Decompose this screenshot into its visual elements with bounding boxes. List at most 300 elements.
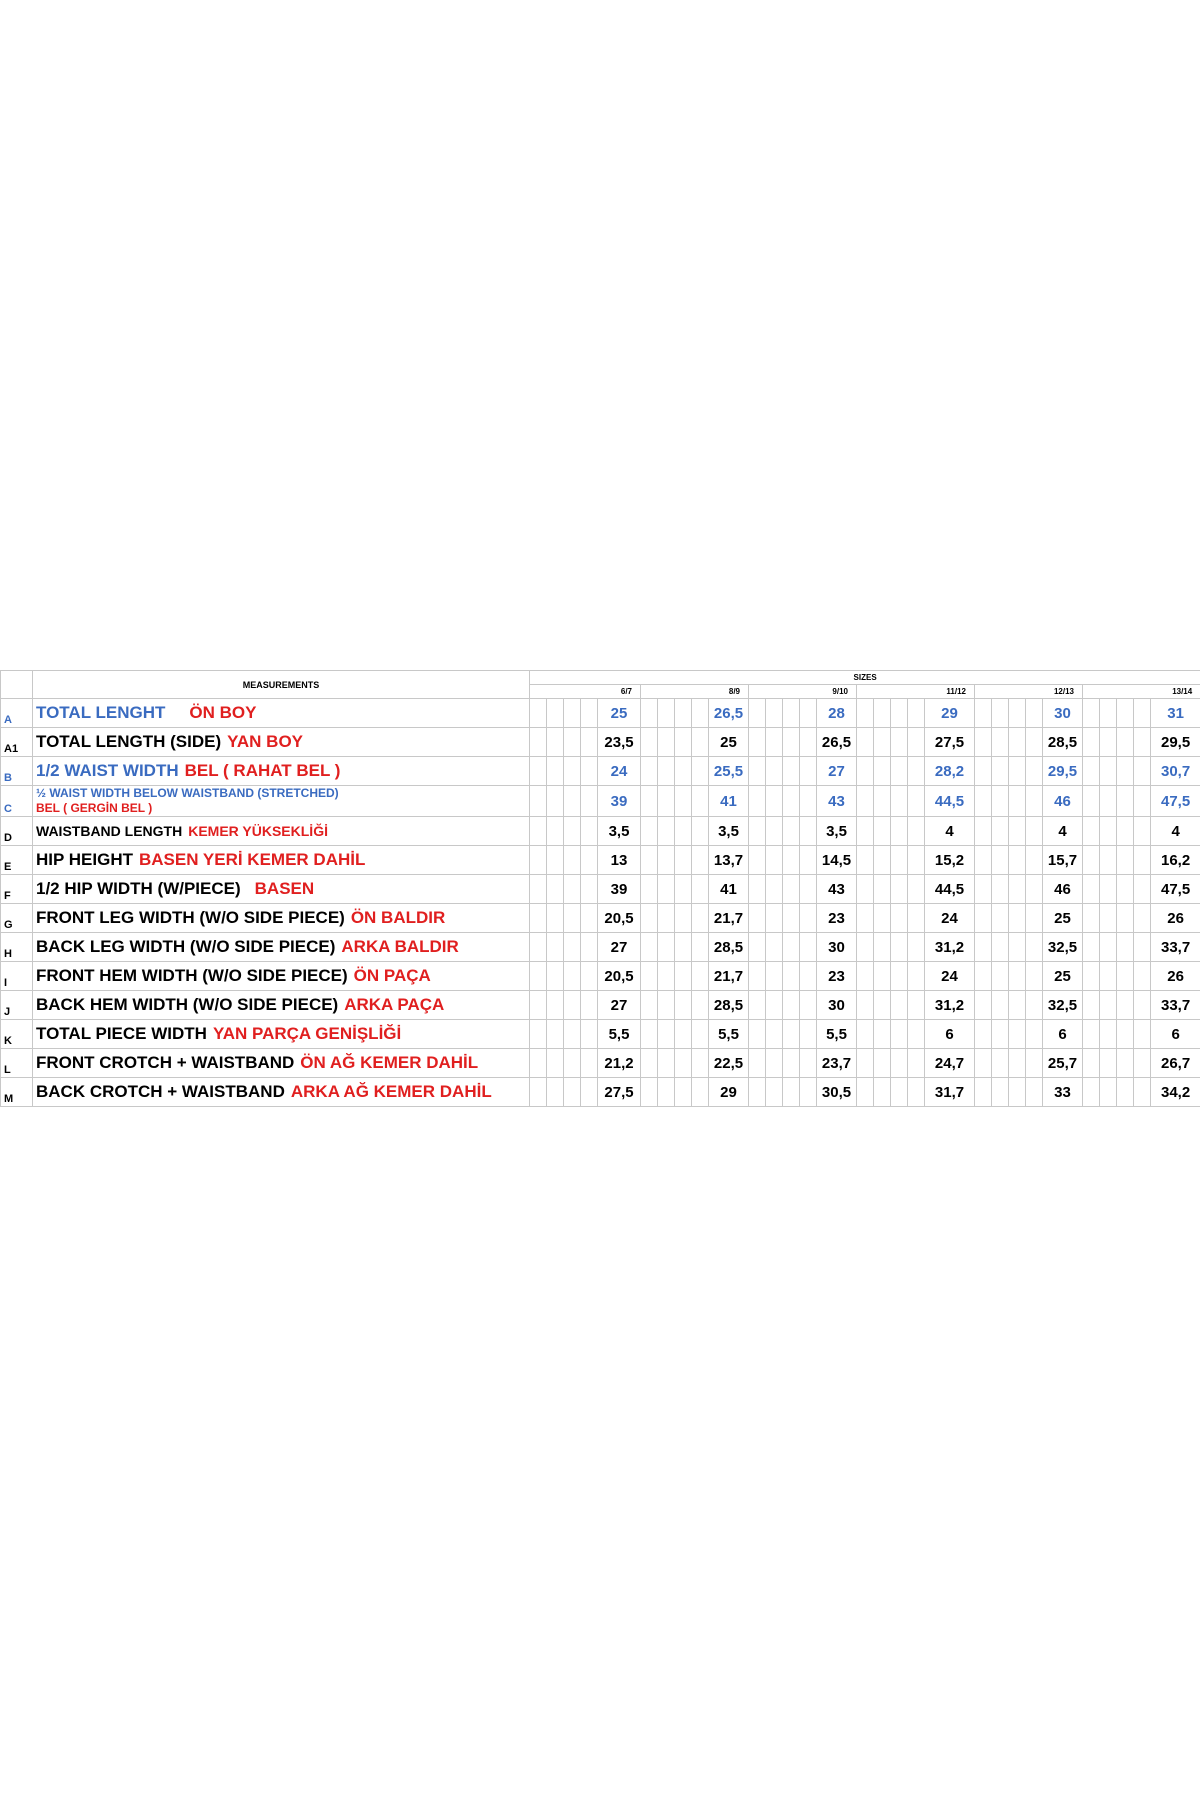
grid-spacer-cell: [800, 875, 817, 904]
grid-spacer-cell: [1009, 728, 1026, 757]
size-value-cell: 47,5: [1151, 786, 1200, 817]
grid-spacer-cell: [675, 757, 692, 786]
grid-spacer-cell: [1083, 875, 1100, 904]
grid-spacer-cell: [1083, 786, 1100, 817]
row-label-tr: YAN BOY: [227, 732, 304, 751]
row-label-en: FRONT LEG WIDTH (W/O SIDE PIECE): [36, 908, 345, 927]
grid-spacer-cell: [749, 699, 766, 728]
grid-spacer-cell: [530, 728, 547, 757]
grid-spacer-cell: [1009, 846, 1026, 875]
grid-spacer-cell: [891, 786, 908, 817]
row-label-tr: ÖN BALDIR: [350, 908, 446, 927]
grid-spacer-cell: [1117, 933, 1134, 962]
grid-spacer-cell: [1083, 699, 1100, 728]
size-value-cell: 41: [709, 875, 749, 904]
grid-spacer-cell: [658, 786, 675, 817]
grid-spacer-cell: [992, 699, 1009, 728]
grid-spacer-cell: [564, 699, 581, 728]
grid-spacer-cell: [874, 991, 891, 1020]
grid-spacer-cell: [1134, 875, 1151, 904]
size-column-header: 12/13: [975, 685, 1083, 699]
grid-spacer-cell: [800, 991, 817, 1020]
grid-spacer-cell: [783, 817, 800, 846]
grid-spacer-cell: [641, 1020, 658, 1049]
size-value-cell: 26,5: [709, 699, 749, 728]
row-label-tr: BEL ( RAHAT BEL ): [184, 761, 341, 780]
grid-spacer-cell: [992, 962, 1009, 991]
grid-spacer-cell: [891, 962, 908, 991]
grid-spacer-cell: [783, 875, 800, 904]
size-value-cell: 28,5: [1043, 728, 1083, 757]
row-label: [33, 817, 530, 846]
grid-spacer-cell: [675, 817, 692, 846]
grid-spacer-cell: [908, 875, 925, 904]
grid-spacer-cell: [675, 1049, 692, 1078]
grid-spacer-cell: [975, 1020, 992, 1049]
grid-spacer-cell: [891, 1049, 908, 1078]
size-value-cell: 4: [1151, 817, 1200, 846]
grid-spacer-cell: [800, 728, 817, 757]
grid-spacer-cell: [692, 1078, 709, 1107]
size-value-cell: 41: [709, 786, 749, 817]
row-label-en: TOTAL LENGTH (SIDE): [36, 732, 222, 751]
grid-spacer-cell: [1083, 1078, 1100, 1107]
size-value-cell: 27: [598, 991, 641, 1020]
grid-spacer-cell: [874, 846, 891, 875]
row-code: A1: [1, 728, 33, 757]
grid-spacer-cell: [891, 757, 908, 786]
grid-spacer-cell: [1026, 1020, 1043, 1049]
measurement-row: [1, 1078, 1200, 1107]
grid-spacer-cell: [581, 962, 598, 991]
grid-spacer-cell: [530, 933, 547, 962]
grid-spacer-cell: [857, 1020, 874, 1049]
grid-spacer-cell: [581, 904, 598, 933]
grid-spacer-cell: [908, 933, 925, 962]
row-label: [33, 699, 530, 728]
grid-spacer-cell: [874, 817, 891, 846]
grid-spacer-cell: [547, 699, 564, 728]
grid-spacer-cell: [857, 699, 874, 728]
grid-spacer-cell: [1117, 1049, 1134, 1078]
grid-spacer-cell: [547, 962, 564, 991]
header-code-cell: [1, 671, 33, 699]
grid-spacer-cell: [1100, 875, 1117, 904]
grid-spacer-cell: [749, 728, 766, 757]
grid-spacer-cell: [547, 1049, 564, 1078]
size-value-cell: 27,5: [598, 1078, 641, 1107]
row-code: C: [1, 786, 33, 817]
grid-spacer-cell: [800, 1020, 817, 1049]
size-value-cell: 13,7: [709, 846, 749, 875]
grid-spacer-cell: [564, 728, 581, 757]
grid-spacer-cell: [641, 991, 658, 1020]
grid-spacer-cell: [692, 728, 709, 757]
grid-spacer-cell: [1117, 786, 1134, 817]
size-value-cell: 21,7: [709, 904, 749, 933]
grid-spacer-cell: [1026, 933, 1043, 962]
size-value-cell: 23,7: [817, 1049, 857, 1078]
size-value-cell: 30: [817, 991, 857, 1020]
grid-spacer-cell: [564, 1020, 581, 1049]
grid-spacer-cell: [547, 728, 564, 757]
grid-spacer-cell: [1117, 757, 1134, 786]
grid-spacer-cell: [692, 817, 709, 846]
size-chart-table: [0, 670, 1200, 1107]
size-value-cell: 29: [709, 1078, 749, 1107]
grid-spacer-cell: [800, 817, 817, 846]
grid-spacer-cell: [530, 1078, 547, 1107]
grid-spacer-cell: [641, 728, 658, 757]
grid-spacer-cell: [1009, 1020, 1026, 1049]
size-value-cell: 27: [817, 757, 857, 786]
grid-spacer-cell: [1083, 728, 1100, 757]
size-value-cell: 31,2: [925, 933, 975, 962]
row-label-tr: BASEN: [254, 879, 315, 898]
size-value-cell: 28,5: [709, 933, 749, 962]
header-row-sizes-title: [1, 671, 1200, 685]
grid-spacer-cell: [1134, 817, 1151, 846]
grid-spacer-cell: [975, 962, 992, 991]
grid-spacer-cell: [658, 933, 675, 962]
grid-spacer-cell: [975, 933, 992, 962]
size-value-cell: 5,5: [598, 1020, 641, 1049]
grid-spacer-cell: [675, 728, 692, 757]
grid-spacer-cell: [857, 728, 874, 757]
grid-spacer-cell: [766, 699, 783, 728]
size-value-cell: 14,5: [817, 846, 857, 875]
grid-spacer-cell: [1026, 728, 1043, 757]
measurement-row: [1, 786, 1200, 817]
grid-spacer-cell: [975, 817, 992, 846]
grid-spacer-cell: [581, 875, 598, 904]
grid-spacer-cell: [908, 1049, 925, 1078]
grid-spacer-cell: [675, 875, 692, 904]
grid-spacer-cell: [749, 875, 766, 904]
grid-spacer-cell: [692, 933, 709, 962]
grid-spacer-cell: [1117, 1078, 1134, 1107]
row-label: [33, 875, 530, 904]
grid-spacer-cell: [874, 875, 891, 904]
grid-spacer-cell: [874, 933, 891, 962]
grid-spacer-cell: [641, 962, 658, 991]
grid-spacer-cell: [1009, 933, 1026, 962]
grid-spacer-cell: [908, 846, 925, 875]
grid-spacer-cell: [891, 904, 908, 933]
grid-spacer-cell: [1117, 904, 1134, 933]
size-value-cell: 46: [1043, 786, 1083, 817]
grid-spacer-cell: [1134, 1020, 1151, 1049]
grid-spacer-cell: [547, 991, 564, 1020]
grid-spacer-cell: [1009, 875, 1026, 904]
grid-spacer-cell: [874, 728, 891, 757]
row-label: [33, 962, 530, 991]
grid-spacer-cell: [675, 1020, 692, 1049]
size-value-cell: 26: [1151, 962, 1200, 991]
size-value-cell: 28,5: [709, 991, 749, 1020]
grid-spacer-cell: [564, 875, 581, 904]
grid-spacer-cell: [891, 1020, 908, 1049]
grid-spacer-cell: [857, 786, 874, 817]
size-value-cell: 30: [1043, 699, 1083, 728]
grid-spacer-cell: [766, 991, 783, 1020]
grid-spacer-cell: [1134, 846, 1151, 875]
measurement-row: [1, 1020, 1200, 1049]
grid-spacer-cell: [975, 757, 992, 786]
grid-spacer-cell: [891, 933, 908, 962]
grid-spacer-cell: [547, 933, 564, 962]
grid-spacer-cell: [1026, 1078, 1043, 1107]
grid-spacer-cell: [1134, 699, 1151, 728]
grid-spacer-cell: [1117, 846, 1134, 875]
grid-spacer-cell: [658, 817, 675, 846]
size-value-cell: 43: [817, 786, 857, 817]
row-label-en: HIP HEIGHT: [36, 850, 133, 869]
grid-spacer-cell: [891, 1078, 908, 1107]
grid-spacer-cell: [530, 1049, 547, 1078]
grid-spacer-cell: [749, 757, 766, 786]
size-value-cell: 31,2: [925, 991, 975, 1020]
grid-spacer-cell: [1009, 962, 1026, 991]
row-code: F: [1, 875, 33, 904]
grid-spacer-cell: [1100, 933, 1117, 962]
measurement-row: [1, 962, 1200, 991]
grid-spacer-cell: [975, 1049, 992, 1078]
grid-spacer-cell: [800, 904, 817, 933]
grid-spacer-cell: [641, 1078, 658, 1107]
size-value-cell: 32,5: [1043, 933, 1083, 962]
grid-spacer-cell: [766, 933, 783, 962]
size-value-cell: 3,5: [598, 817, 641, 846]
size-value-cell: 21,2: [598, 1049, 641, 1078]
grid-spacer-cell: [564, 1078, 581, 1107]
grid-spacer-cell: [1117, 1020, 1134, 1049]
grid-spacer-cell: [692, 846, 709, 875]
size-value-cell: 26: [1151, 904, 1200, 933]
grid-spacer-cell: [658, 1049, 675, 1078]
grid-spacer-cell: [1009, 991, 1026, 1020]
grid-spacer-cell: [547, 846, 564, 875]
grid-spacer-cell: [1009, 1078, 1026, 1107]
grid-spacer-cell: [1134, 933, 1151, 962]
grid-spacer-cell: [975, 846, 992, 875]
grid-spacer-cell: [857, 757, 874, 786]
grid-spacer-cell: [975, 875, 992, 904]
grid-spacer-cell: [1009, 1049, 1026, 1078]
grid-spacer-cell: [766, 757, 783, 786]
grid-spacer-cell: [1009, 786, 1026, 817]
row-label-en: TOTAL LENGHT: [36, 703, 166, 722]
measurement-row: [1, 904, 1200, 933]
size-column-header: 13/14: [1083, 685, 1200, 699]
grid-spacer-cell: [1026, 817, 1043, 846]
grid-spacer-cell: [800, 786, 817, 817]
grid-spacer-cell: [530, 846, 547, 875]
grid-spacer-cell: [1117, 962, 1134, 991]
grid-spacer-cell: [992, 817, 1009, 846]
grid-spacer-cell: [874, 1078, 891, 1107]
grid-spacer-cell: [1117, 875, 1134, 904]
grid-spacer-cell: [1100, 1078, 1117, 1107]
grid-spacer-cell: [581, 728, 598, 757]
measurement-row: [1, 699, 1200, 728]
grid-spacer-cell: [749, 1078, 766, 1107]
grid-spacer-cell: [874, 1020, 891, 1049]
grid-spacer-cell: [1117, 817, 1134, 846]
row-label-tr: KEMER YÜKSEKLİĞİ: [188, 823, 328, 839]
grid-spacer-cell: [1134, 786, 1151, 817]
grid-spacer-cell: [1026, 1049, 1043, 1078]
grid-spacer-cell: [992, 1049, 1009, 1078]
grid-spacer-cell: [975, 786, 992, 817]
grid-spacer-cell: [1134, 1049, 1151, 1078]
size-value-cell: 21,7: [709, 962, 749, 991]
size-column-header: 6/7: [530, 685, 641, 699]
row-label-en: FRONT CROTCH + WAISTBAND: [36, 1053, 295, 1072]
grid-spacer-cell: [975, 904, 992, 933]
size-value-cell: 26,7: [1151, 1049, 1200, 1078]
grid-spacer-cell: [658, 962, 675, 991]
row-code: D: [1, 817, 33, 846]
row-label-tr: BASEN YERİ KEMER DAHİL: [138, 850, 366, 869]
size-value-cell: 29,5: [1151, 728, 1200, 757]
size-value-cell: 31: [1151, 699, 1200, 728]
grid-spacer-cell: [992, 991, 1009, 1020]
grid-spacer-cell: [1100, 728, 1117, 757]
grid-spacer-cell: [675, 699, 692, 728]
grid-spacer-cell: [692, 786, 709, 817]
grid-spacer-cell: [783, 699, 800, 728]
grid-spacer-cell: [975, 1078, 992, 1107]
grid-spacer-cell: [1134, 962, 1151, 991]
grid-spacer-cell: [908, 699, 925, 728]
grid-spacer-cell: [641, 699, 658, 728]
grid-spacer-cell: [581, 933, 598, 962]
row-label: [33, 1049, 530, 1078]
grid-spacer-cell: [749, 786, 766, 817]
row-code: L: [1, 1049, 33, 1078]
row-code: G: [1, 904, 33, 933]
size-value-cell: 6: [925, 1020, 975, 1049]
size-value-cell: 34,2: [1151, 1078, 1200, 1107]
size-value-cell: 24: [925, 962, 975, 991]
grid-spacer-cell: [692, 757, 709, 786]
grid-spacer-cell: [564, 817, 581, 846]
grid-spacer-cell: [891, 846, 908, 875]
grid-spacer-cell: [783, 1020, 800, 1049]
size-value-cell: 24,7: [925, 1049, 975, 1078]
grid-spacer-cell: [1083, 991, 1100, 1020]
grid-spacer-cell: [749, 962, 766, 991]
grid-spacer-cell: [564, 933, 581, 962]
size-value-cell: 23: [817, 962, 857, 991]
row-code: M: [1, 1078, 33, 1107]
grid-spacer-cell: [766, 875, 783, 904]
grid-spacer-cell: [1083, 933, 1100, 962]
grid-spacer-cell: [992, 846, 1009, 875]
grid-spacer-cell: [564, 846, 581, 875]
grid-spacer-cell: [1083, 904, 1100, 933]
grid-spacer-cell: [874, 1049, 891, 1078]
grid-spacer-cell: [874, 962, 891, 991]
grid-spacer-cell: [1117, 728, 1134, 757]
grid-spacer-cell: [975, 991, 992, 1020]
row-label-en: TOTAL PIECE WIDTH: [36, 1024, 207, 1043]
row-label-tr: YAN PARÇA GENİŞLİĞİ: [212, 1024, 402, 1043]
size-value-cell: 29,5: [1043, 757, 1083, 786]
grid-spacer-cell: [800, 699, 817, 728]
grid-spacer-cell: [641, 786, 658, 817]
row-code: H: [1, 933, 33, 962]
grid-spacer-cell: [658, 875, 675, 904]
grid-spacer-cell: [800, 933, 817, 962]
grid-spacer-cell: [857, 933, 874, 962]
row-label: [33, 1078, 530, 1107]
grid-spacer-cell: [992, 786, 1009, 817]
grid-spacer-cell: [1009, 699, 1026, 728]
grid-spacer-cell: [692, 875, 709, 904]
grid-spacer-cell: [857, 846, 874, 875]
grid-spacer-cell: [547, 1020, 564, 1049]
grid-spacer-cell: [1083, 846, 1100, 875]
measurement-row: [1, 757, 1200, 786]
row-code: I: [1, 962, 33, 991]
grid-spacer-cell: [908, 904, 925, 933]
grid-spacer-cell: [874, 757, 891, 786]
size-value-cell: 25: [1043, 904, 1083, 933]
grid-spacer-cell: [675, 786, 692, 817]
grid-spacer-cell: [547, 757, 564, 786]
row-label: [33, 991, 530, 1020]
grid-spacer-cell: [1026, 846, 1043, 875]
grid-spacer-cell: [1100, 904, 1117, 933]
grid-spacer-cell: [1134, 991, 1151, 1020]
grid-spacer-cell: [891, 991, 908, 1020]
size-value-cell: 24: [925, 904, 975, 933]
grid-spacer-cell: [1100, 817, 1117, 846]
grid-spacer-cell: [692, 962, 709, 991]
grid-spacer-cell: [975, 728, 992, 757]
size-value-cell: 5,5: [817, 1020, 857, 1049]
grid-spacer-cell: [564, 991, 581, 1020]
size-value-cell: 23,5: [598, 728, 641, 757]
row-label-en: 1/2 WAIST WIDTH: [36, 761, 179, 780]
grid-spacer-cell: [641, 933, 658, 962]
grid-spacer-cell: [857, 904, 874, 933]
grid-spacer-cell: [692, 1049, 709, 1078]
grid-spacer-cell: [692, 904, 709, 933]
size-value-cell: 31,7: [925, 1078, 975, 1107]
grid-spacer-cell: [692, 1020, 709, 1049]
row-label: [33, 786, 530, 817]
grid-spacer-cell: [581, 1020, 598, 1049]
grid-spacer-cell: [1026, 786, 1043, 817]
size-value-cell: 27,5: [925, 728, 975, 757]
grid-spacer-cell: [564, 962, 581, 991]
row-label-en: BACK HEM WIDTH (W/O SIDE PIECE): [36, 995, 339, 1014]
grid-spacer-cell: [891, 875, 908, 904]
size-value-cell: 39: [598, 786, 641, 817]
grid-spacer-cell: [581, 846, 598, 875]
grid-spacer-cell: [581, 817, 598, 846]
size-value-cell: 6: [1043, 1020, 1083, 1049]
grid-spacer-cell: [530, 875, 547, 904]
row-label-en: FRONT HEM WIDTH (W/O SIDE PIECE): [36, 966, 348, 985]
grid-spacer-cell: [547, 786, 564, 817]
grid-spacer-cell: [992, 1078, 1009, 1107]
grid-spacer-cell: [749, 933, 766, 962]
grid-spacer-cell: [1100, 962, 1117, 991]
